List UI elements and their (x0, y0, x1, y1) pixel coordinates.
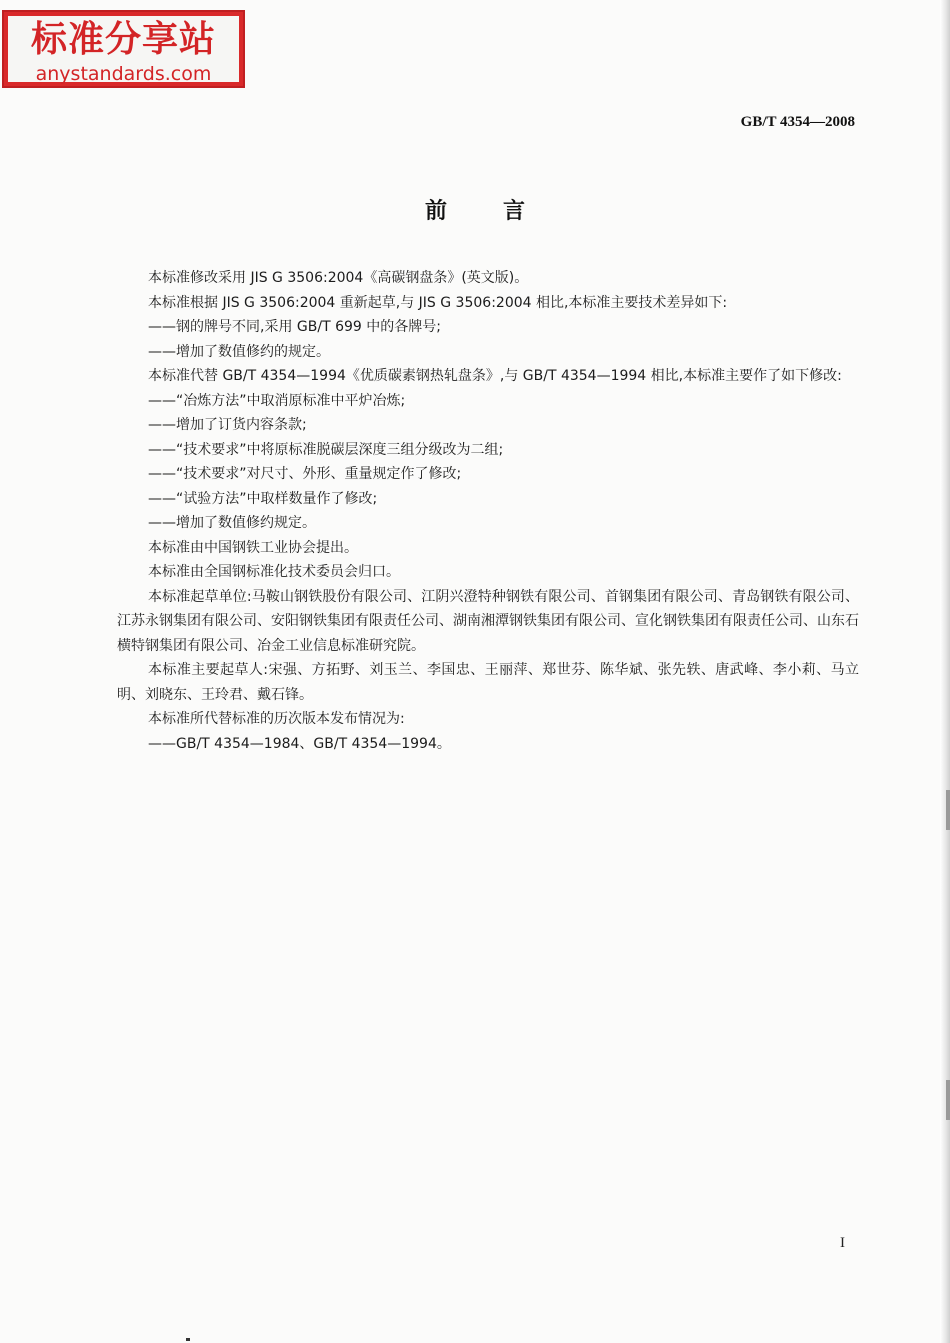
list-item-difference: ——增加了数值修约的规定。 (148, 343, 330, 360)
foreword-body (117, 266, 859, 756)
paragraph-replacement: 本标准代替 GB/T 4354—1994《优质碳素钢热轧盘条》,与 GB/T 4354—1994 相比,本标准主要作了如下修改: (148, 368, 842, 384)
paragraph-history-intro: 本标准所代替标准的历次版本发布情况为: (148, 711, 405, 727)
list-item-change: ——“技术要求”中将原标准脱碳层深度三组分级改为二组; (148, 441, 504, 458)
paragraph-centralized: 本标准由全国钢标准化技术委员会归口。 (148, 564, 400, 580)
watermark-logo-panel (8, 16, 239, 85)
watermark-logo-en: anystandards.com (35, 63, 212, 85)
list-item-change: ——增加了数值修约规定。 (148, 515, 316, 531)
standard-code: GB/T 4354—2008 (740, 114, 855, 130)
paragraph-proposer: 本标准由中国钢铁工业协会提出。 (148, 539, 358, 556)
watermark-logo-cn: 标准分享站 (30, 19, 216, 60)
page-title: 前言 (424, 199, 581, 224)
list-item-history: ——GB/T 4354—1984、GB/T 4354—1994。 (148, 735, 451, 752)
list-item-change: ——“冶炼方法”中取消原标准中平炉冶炼; (148, 392, 406, 409)
list-item-difference: ——钢的牌号不同,采用 GB/T 699 中的各牌号; (148, 319, 441, 335)
paragraph-drafting-units: 本标准起草单位:马鞍山钢铁股份有限公司、江阴兴澄特种钢铁有限公司、首钢集团有限公司、青岛钢铁有限公司、江苏永钢集团有限公司、安阳钢铁集团有限责任公司、湖南湘潭钢铁集团有限公司、宣化钢铁集团有限责任公司、山东石横特钢集团有限公司、冶金工业信息标准研究院。 (117, 588, 859, 654)
watermark-logo (2, 10, 245, 88)
scan-artifact (186, 1338, 190, 1341)
list-item-change: ——“试验方法”中取样数量作了修改; (148, 490, 378, 507)
list-item-change: ——“技术要求”对尺寸、外形、重量规定作了修改; (148, 466, 462, 482)
page-edge-mark (946, 1080, 950, 1120)
paragraph-drafters: 本标准主要起草人:宋强、方拓野、刘玉兰、李国忠、王丽萍、郑世芬、陈华斌、张先轶、唐武峰、李小莉、马立明、刘晓东、王玲君、戴石锋。 (117, 662, 859, 703)
page-edge-mark (946, 790, 950, 830)
paragraph-adoption: 本标准修改采用 JIS G 3506:2004《高碳钢盘条》(英文版)。 (148, 270, 529, 286)
paragraph-differences-intro: 本标准根据 JIS G 3506:2004 重新起草,与 JIS G 3506:2004 相比,本标准主要技术差异如下: (148, 294, 728, 311)
list-item-change: ——增加了订货内容条款; (148, 417, 307, 433)
page-number: I (840, 1235, 845, 1251)
